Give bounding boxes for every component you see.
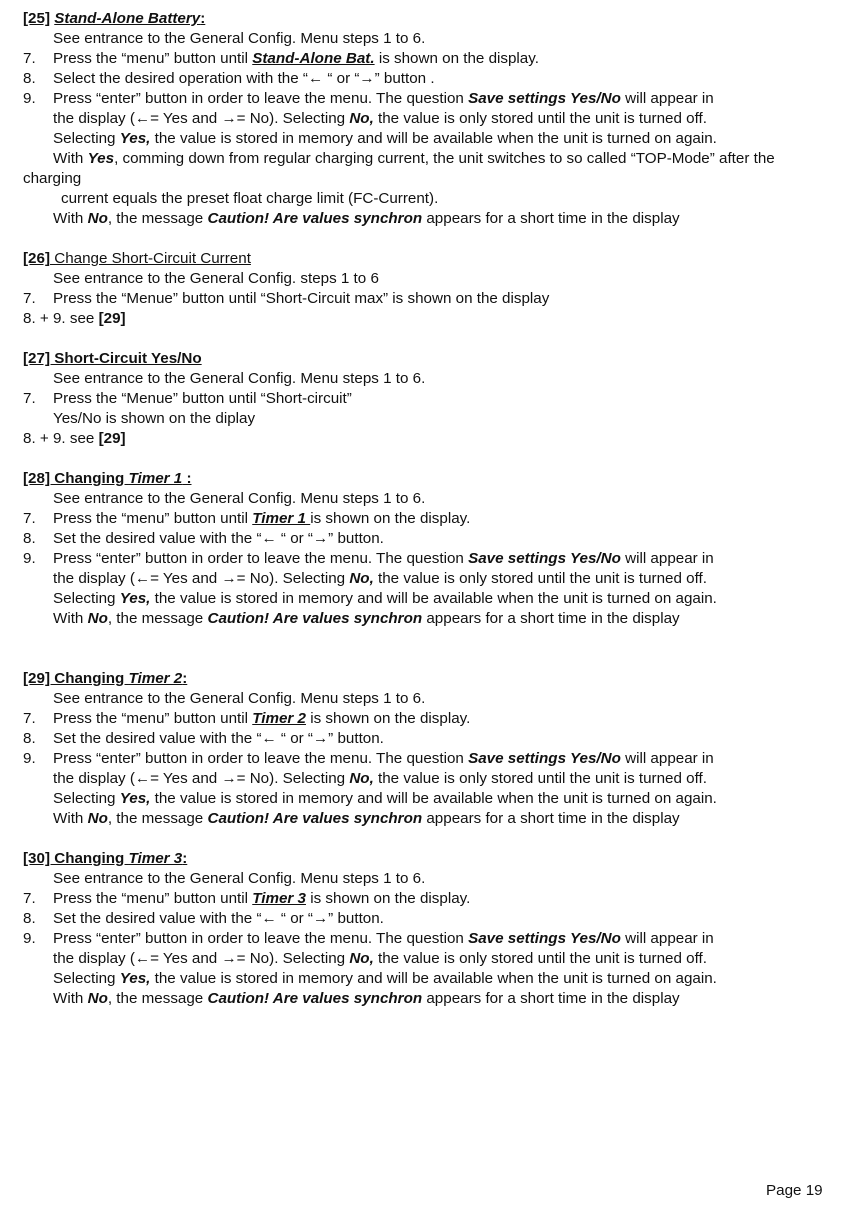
text-run: Selecting — [53, 590, 120, 607]
emphasis: No, — [349, 770, 374, 787]
section-25-line: current equals the preset float charge limit (FC-Current). — [61, 190, 439, 207]
section-25-step-8: Select the desired operation with the “← “ or “→” button . — [53, 70, 435, 87]
section-29-colon: : — [182, 670, 188, 687]
section-26-intro: See entrance to the General Config. steps 1 to 6 — [53, 270, 379, 287]
emphasis: Timer 2 — [252, 710, 306, 727]
section-27-heading — [23, 349, 202, 369]
section-30-line — [53, 989, 680, 1009]
step-number: 7. — [23, 710, 36, 727]
text-run: With — [53, 990, 88, 1007]
section-25-line — [53, 209, 680, 229]
step-number: 7. — [23, 890, 36, 907]
section-25-step-9 — [53, 89, 714, 109]
section-25-number: [25] — [23, 10, 51, 27]
emphasis: Caution! Are values synchron — [207, 210, 423, 227]
section-28-colon: : — [182, 470, 192, 487]
emphasis: Caution! Are values synchron — [207, 610, 423, 627]
text-run: the value is stored in memory and will be available when the unit is turned on again. — [150, 590, 717, 607]
emphasis: No — [87, 210, 108, 227]
text-run: is shown on the display. — [305, 890, 471, 907]
emphasis: No, — [349, 570, 374, 587]
section-27-step-7: Press the “Menue” button until “Short-circuit” — [53, 390, 352, 407]
emphasis: No, — [349, 110, 374, 127]
text-run: Press “enter” button in order to leave the menu. The question — [53, 750, 469, 767]
section-25-line — [53, 109, 707, 129]
section-29-title: Timer 2 — [128, 670, 183, 687]
text-run: Press the “menu” button until — [53, 510, 253, 527]
text-run: will appear in — [620, 750, 714, 767]
section-25-line — [53, 149, 775, 169]
text-run: Selecting — [53, 970, 120, 987]
section-27-intro: See entrance to the General Config. Menu steps 1 to 6. — [53, 370, 426, 387]
step-number: 8. — [23, 910, 36, 927]
text-run: , the message — [107, 610, 208, 627]
section-28-line — [53, 569, 707, 589]
step-number: 8. — [23, 70, 36, 87]
text-run: With — [53, 210, 88, 227]
section-26-title: Change Short-Circuit Current — [50, 250, 251, 267]
text-run: appears for a short time in the display — [422, 990, 680, 1007]
section-25-step-7 — [53, 49, 539, 69]
section-25-intro: See entrance to the General Config. Menu steps 1 to 6. — [53, 30, 426, 47]
emphasis: Yes, — [119, 130, 151, 147]
section-29-step-8: Set the desired value with the “← “ or “→” button. — [53, 730, 384, 747]
text-run: With — [53, 610, 88, 627]
text-run: the display (←= Yes and →= No). Selecting — [53, 770, 350, 787]
text-run: the value is only stored until the unit is turned off. — [373, 950, 707, 967]
emphasis: No — [87, 810, 108, 827]
text-run: , the message — [107, 810, 208, 827]
emphasis: Timer 3 — [252, 890, 306, 907]
section-28-step-8: Set the desired value with the “← “ or “→” button. — [53, 530, 384, 547]
step-number: 7. — [23, 290, 36, 307]
text-run: the value is only stored until the unit is turned off. — [373, 570, 707, 587]
section-29-step-7 — [53, 709, 470, 729]
text-run: Press the “menu” button until — [53, 50, 253, 67]
section-reference: [29] — [98, 430, 126, 447]
emphasis: Save settings Yes/No — [468, 930, 621, 947]
page-number: Page 19 — [766, 1182, 823, 1199]
text-run: the display (←= Yes and →= No). Selecting — [53, 950, 350, 967]
text-run: appears for a short time in the display — [422, 210, 680, 227]
section-29-heading — [23, 669, 187, 689]
text-run: will appear in — [620, 930, 714, 947]
section-reference: [29] — [98, 310, 126, 327]
step-number: 7. — [23, 390, 36, 407]
section-28-number: [28] Changing — [23, 470, 129, 487]
section-30-line — [53, 969, 717, 989]
text-run: appears for a short time in the display — [422, 810, 680, 827]
step-number: 8. — [23, 530, 36, 547]
section-28-line — [53, 609, 680, 629]
section-26-heading — [23, 249, 251, 269]
emphasis: Yes, — [119, 590, 151, 607]
section-25-heading — [23, 9, 205, 29]
section-25-colon: : — [200, 10, 206, 27]
emphasis: No — [87, 990, 108, 1007]
text-run: the value is only stored until the unit is turned off. — [373, 110, 707, 127]
section-27-step-7-cont: Yes/No is shown on the diplay — [53, 410, 256, 427]
emphasis: Caution! Are values synchron — [207, 990, 423, 1007]
text-run: is shown on the display. — [310, 510, 471, 527]
step-number: 9. — [23, 90, 36, 107]
section-25-line — [53, 129, 717, 149]
emphasis: Yes, — [119, 970, 151, 987]
emphasis: Yes, — [119, 790, 151, 807]
emphasis: Save settings Yes/No — [468, 750, 621, 767]
text-run: With — [53, 810, 88, 827]
text-run: Press “enter” button in order to leave the menu. The question — [53, 550, 469, 567]
text-run: Press the “menu” button until — [53, 710, 253, 727]
text-run: the value is stored in memory and will be available when the unit is turned on again. — [150, 130, 717, 147]
text-run: , comming down from regular charging current, the unit switches to so called “TOP-Mode” after the — [114, 150, 775, 167]
section-26-step-8-9 — [23, 309, 126, 329]
text-run: will appear in — [620, 90, 714, 107]
text-run: With — [53, 150, 88, 167]
section-25-title: Stand-Alone Battery — [54, 10, 201, 27]
step-number: 9. — [23, 750, 36, 767]
section-28-intro: See entrance to the General Config. Menu steps 1 to 6. — [53, 490, 426, 507]
text-run: the value is stored in memory and will be available when the unit is turned on again. — [150, 970, 717, 987]
section-27-title: [27] Short-Circuit Yes/No — [23, 350, 202, 367]
section-30-colon: : — [182, 850, 188, 867]
text-run: the value is stored in memory and will be available when the unit is turned on again. — [150, 790, 717, 807]
emphasis: No — [87, 610, 108, 627]
section-29-line — [53, 789, 717, 809]
section-28-step-9 — [53, 549, 714, 569]
section-29-line — [53, 809, 680, 829]
section-29-line — [53, 769, 707, 789]
section-26-number: [26] — [23, 250, 51, 267]
text-run: is shown on the display. — [305, 710, 471, 727]
text-run: appears for a short time in the display — [422, 610, 680, 627]
step-number: 7. — [23, 510, 36, 527]
text-run: Press “enter” button in order to leave the menu. The question — [53, 930, 469, 947]
step-number: 9. — [23, 550, 36, 567]
text-run: 8. + 9. see — [23, 430, 99, 447]
text-run: Press “enter” button in order to leave the menu. The question — [53, 90, 469, 107]
text-run: the display (←= Yes and →= No). Selecting — [53, 570, 350, 587]
text-run: will appear in — [620, 550, 714, 567]
section-29-intro: See entrance to the General Config. Menu steps 1 to 6. — [53, 690, 426, 707]
section-30-line — [53, 949, 707, 969]
emphasis: Yes — [87, 150, 115, 167]
section-29-number: [29] Changing — [23, 670, 129, 687]
section-30-heading — [23, 849, 187, 869]
text-run: 8. + 9. see — [23, 310, 99, 327]
text-run: Selecting — [53, 130, 120, 147]
emphasis: Timer 1 — [252, 510, 311, 527]
section-28-step-7 — [53, 509, 470, 529]
section-30-intro: See entrance to the General Config. Menu steps 1 to 6. — [53, 870, 426, 887]
section-28-title: Timer 1 — [128, 470, 183, 487]
step-number: 9. — [23, 930, 36, 947]
text-run: is shown on the display. — [374, 50, 539, 67]
step-number: 8. — [23, 730, 36, 747]
text-run: , the message — [107, 210, 208, 227]
emphasis: Save settings Yes/No — [468, 550, 621, 567]
emphasis: Stand-Alone Bat. — [252, 50, 375, 67]
text-run: Press the “menu” button until — [53, 890, 253, 907]
section-26-step-7: Press the “Menue” button until “Short-Circuit max” is shown on the display — [53, 290, 550, 307]
section-28-line — [53, 589, 717, 609]
emphasis: No, — [349, 950, 374, 967]
emphasis: Caution! Are values synchron — [207, 810, 423, 827]
section-30-number: [30] Changing — [23, 850, 129, 867]
text-run: the display (←= Yes and →= No). Selecting — [53, 110, 350, 127]
step-number: 7. — [23, 50, 36, 67]
section-30-step-9 — [53, 929, 714, 949]
emphasis: Save settings Yes/No — [468, 90, 621, 107]
text-run: the value is only stored until the unit is turned off. — [373, 770, 707, 787]
section-30-step-8: Set the desired value with the “← “ or “→” button. — [53, 910, 384, 927]
section-28-heading — [23, 469, 192, 489]
section-25-line: charging — [23, 170, 82, 187]
section-29-step-9 — [53, 749, 714, 769]
section-30-title: Timer 3 — [128, 850, 183, 867]
text-run: Selecting — [53, 790, 120, 807]
text-run: , the message — [107, 990, 208, 1007]
section-30-step-7 — [53, 889, 470, 909]
section-27-step-8-9 — [23, 429, 126, 449]
